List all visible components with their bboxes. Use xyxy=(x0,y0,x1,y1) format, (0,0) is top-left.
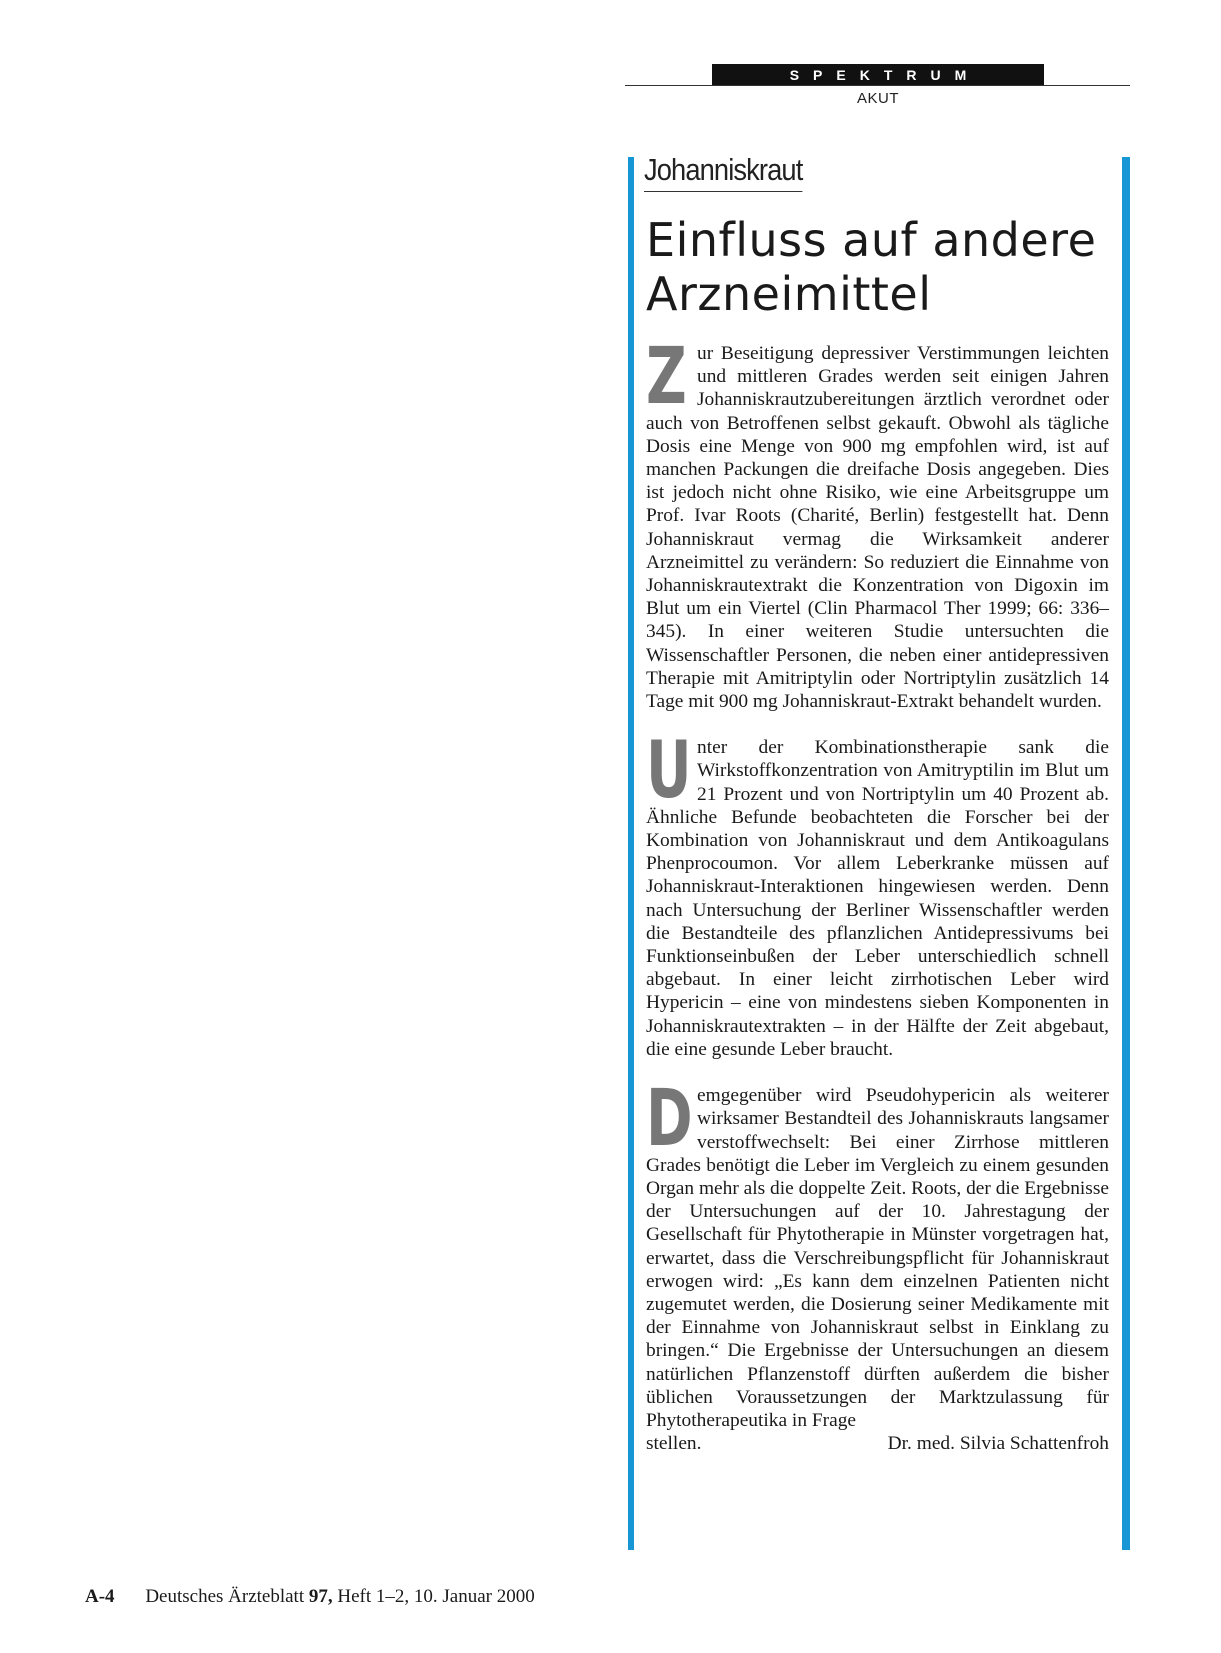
subsection-label: AKUT xyxy=(856,90,899,107)
left-accent-bar xyxy=(628,157,634,1550)
paragraph-3 xyxy=(646,1074,1109,1432)
page-footer xyxy=(85,1586,535,1608)
paragraph-1 xyxy=(646,332,1109,713)
headline-line-1: Einfluss auf andere xyxy=(646,213,1097,267)
right-accent-bar xyxy=(1122,157,1130,1550)
journal-name: Deutsches Ärzteblatt xyxy=(145,1586,305,1607)
journal-volume: 97, xyxy=(308,1586,333,1607)
article-headline xyxy=(646,213,1116,321)
header-rule xyxy=(625,85,1130,86)
article-kicker: Johanniskraut xyxy=(644,152,802,192)
signature-line xyxy=(646,1432,1109,1455)
closing-word: stellen. xyxy=(646,1433,702,1455)
journal-issue: Heft 1–2, 10. Januar 2000 xyxy=(337,1586,535,1607)
section-label: SPEKTRUM xyxy=(712,64,1044,86)
paragraph-1-text: ur Beseitigung depressiver Verstimmungen leichten und mittleren Grades werden seit einigen Jahren Johanniskrautzubereitungen ärztlich verordnet oder auch von Betroffenen selbst gekauft. Obwohl als tägliche Dosis eine Menge von 900 mg empfohlen wird, ist auf manchen Packungen die dreifache Dosis angegeben. Dies ist jedoch nicht ohne Risiko, wie eine Arbeitsgruppe um Prof. Ivar Roots (Charité, Berlin) festgestellt hat. Denn Johanniskraut vermag die Wirksamkeit anderer Arzneimittel zu verändern: So reduziert die Einnahme von Johanniskrautextrakt die Konzentration von Digoxin im Blut um ein Viertel (Clin Pharmacol Ther 1999; 66: 336–345). In einer weiteren Studie untersuchten die Wissenschaftler Personen, die neben einer antidepressiven Therapie mit Amitriptylin oder Nortriptylin zusätzlich 14 Tage mit 900 mg Johanniskraut-Extrakt behandelt wurden. xyxy=(646,343,1109,713)
dropcap-3: D xyxy=(646,1074,693,1165)
paragraph-3-text: emgegenüber wird Pseudohypericin als weiterer wirksamer Bestandteil des Johanniskrauts langsamer verstoffwechselt: Bei einer Zirrhose mittleren Grades benötigt die Leber im Vergleich zu einem gesunden Organ mehr als die doppelte Zeit. Roots, der die Ergebnisse der Untersuchungen auf der 10. Jahrestagung der Gesellschaft für Phytotherapie in Münster vorgetragen hat, erwartet, dass die Verschreibungspflicht für Johanniskraut erwogen wird: „Es kann dem einzelnen Patienten nicht zugemutet werden, die Dosierung seiner Medikamente mit der Einnahme von Johanniskraut selbst in Einklang zu bringen.“ Die Ergebnisse der Untersuchungen an diesem natürlichen Pflanzenstoff dürften außerdem die bisher üblichen Voraussetzungen der Marktzulassung für Phytotherapeutika in Frage xyxy=(646,1085,1109,1431)
paragraph-2 xyxy=(646,726,1109,1061)
paragraph-2-text: nter der Kombinationstherapie sank die Wirkstoffkonzentration von Amitryptilin im Blut um 21 Prozent und von Nortriptylin um 40 Prozent ab. Ähnliche Befunde beobachteten die Forscher bei der Kombination von Johanniskraut und dem Antikoagulans Phenprocoumon. Vor allem Leberkranke müssen auf Johanniskraut-Interaktionen hingewiesen werden. Denn nach Untersuchung der Berliner Wissenschaftler werden die Bestandteile des pflanzlichen Antidepressivums bei Funktionseinbußen der Leber unterschiedlich schnell abgebaut. In einer leicht zirrhotischen Leber wird Hypericin – eine von mindestens sieben Komponenten in Johanniskrautextrakten – in der Hälfte der Zeit abgebaut, die eine gesunde Leber braucht. xyxy=(646,737,1109,1060)
headline-line-2: Arzneimittel xyxy=(646,267,932,321)
page-number: A-4 xyxy=(85,1586,115,1607)
dropcap-2: U xyxy=(646,726,692,817)
author-name: Dr. med. Silvia Schattenfroh xyxy=(887,1433,1109,1455)
article-body xyxy=(646,332,1109,1455)
dropcap-1: Z xyxy=(646,332,687,422)
